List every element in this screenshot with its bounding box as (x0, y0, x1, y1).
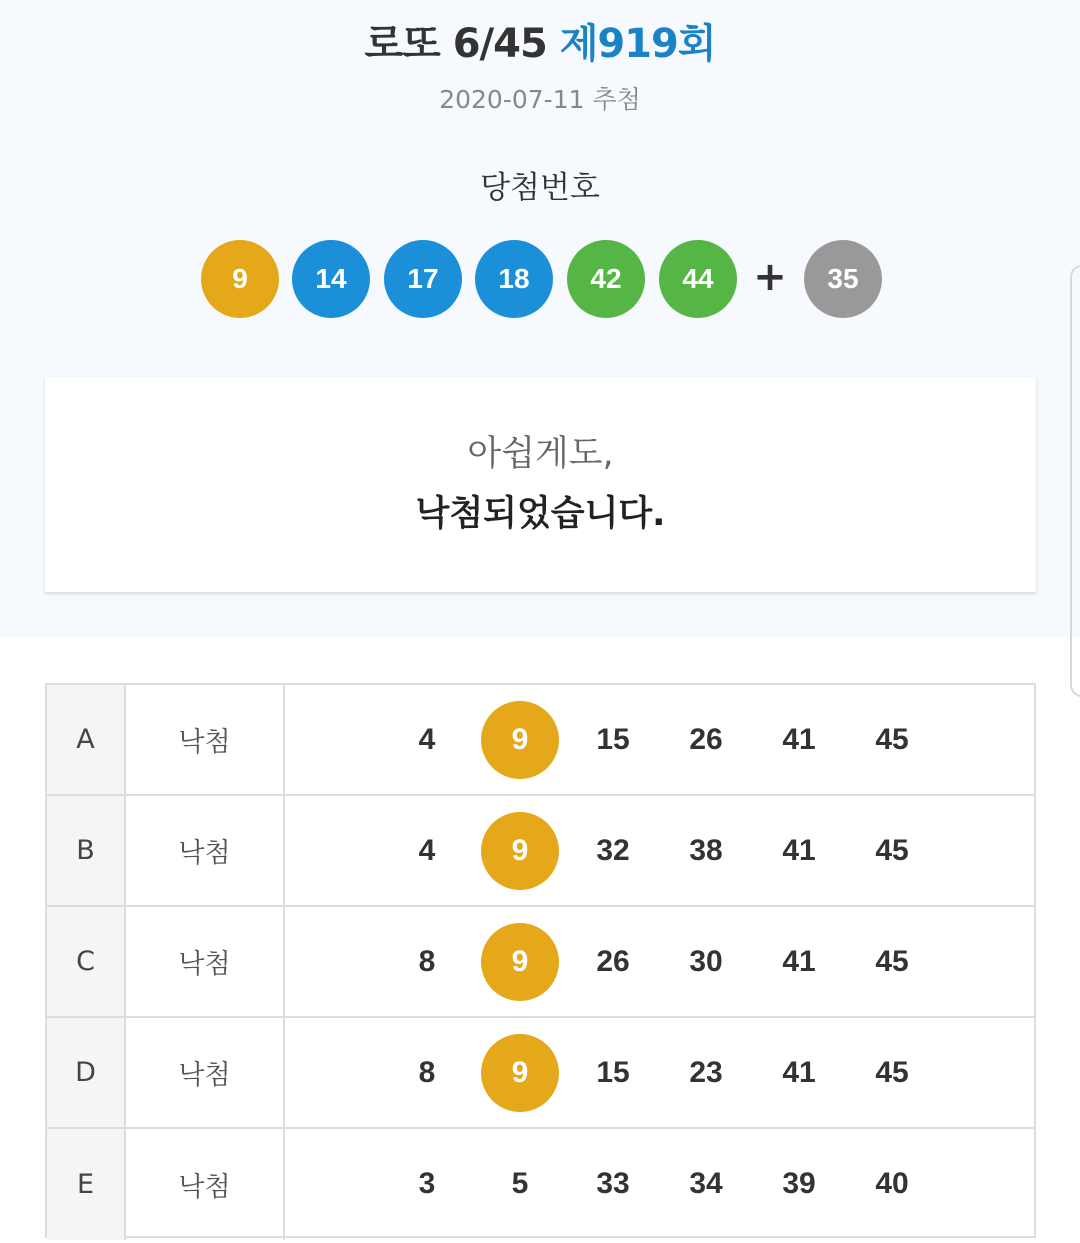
ticket-number: 4 (418, 723, 436, 756)
ticket-number: 45 (875, 834, 909, 867)
ticket-status: 낙첨 (126, 685, 285, 794)
ticket-number: 41 (782, 723, 816, 756)
ticket-number: 8 (418, 1056, 436, 1089)
ticket-number: 26 (689, 723, 723, 756)
winning-ball-1: 9 (201, 240, 279, 318)
ticket-number: 41 (782, 1056, 816, 1089)
ticket-number: 40 (875, 1167, 909, 1200)
ticket-number: 45 (875, 723, 909, 756)
game-name: 로또 6/45 (364, 21, 547, 67)
ticket-label: C (47, 907, 126, 1016)
ticket-number: 39 (782, 1167, 816, 1200)
ticket-row-e (47, 1129, 1034, 1240)
ticket-number: 41 (782, 834, 816, 867)
ticket-number: 8 (418, 945, 436, 978)
ticket-number: 45 (875, 1056, 909, 1089)
ticket-label: B (47, 796, 126, 905)
bonus-ball: 35 (804, 240, 882, 318)
ticket-number: 3 (418, 1167, 436, 1200)
ticket-number: 33 (596, 1167, 630, 1200)
ticket-number: 45 (875, 945, 909, 978)
round-number: 제919회 (559, 21, 716, 67)
ticket-number: 15 (596, 723, 630, 756)
scroll-handle[interactable] (1070, 265, 1080, 697)
ticket-row-d (47, 1018, 1034, 1129)
winning-ball-2: 14 (292, 240, 370, 318)
ticket-number: 30 (689, 945, 723, 978)
ticket-number: 15 (596, 1056, 630, 1089)
ticket-number: 26 (596, 945, 630, 978)
winning-ball-4: 18 (475, 240, 553, 318)
winning-numbers-label: 당첨번호 (480, 170, 600, 206)
ticket-number: 23 (689, 1056, 723, 1089)
winning-ball-5: 42 (567, 240, 645, 318)
result-message-sub: 아쉽게도, (467, 434, 614, 474)
ticket-number: 5 (511, 1167, 529, 1200)
ticket-number: 4 (418, 834, 436, 867)
result-message-main: 낙첨되었습니다. (415, 494, 666, 534)
ticket-number-matched: 9 (481, 1034, 559, 1112)
ticket-status: 낙첨 (126, 796, 285, 905)
ticket-number-matched: 9 (481, 923, 559, 1001)
ticket-status: 낙첨 (126, 907, 285, 1016)
winning-ball-3: 17 (384, 240, 462, 318)
ticket-row-c (47, 907, 1034, 1018)
ticket-status: 낙첨 (126, 1129, 285, 1240)
ticket-table (45, 683, 1036, 1238)
draw-date: 2020-07-11 추첨 (439, 85, 641, 114)
ticket-label: E (47, 1129, 126, 1240)
page-title (0, 14, 1080, 74)
winning-ball-6: 44 (659, 240, 737, 318)
ticket-number: 32 (596, 834, 630, 867)
ticket-number-matched: 9 (481, 812, 559, 890)
ticket-number: 34 (689, 1167, 723, 1200)
ticket-row-b (47, 796, 1034, 907)
result-card (45, 377, 1036, 592)
ticket-row-a (47, 685, 1034, 796)
ticket-label: D (47, 1018, 126, 1127)
ticket-number: 38 (689, 834, 723, 867)
ticket-number: 41 (782, 945, 816, 978)
ticket-number-matched: 9 (481, 701, 559, 779)
ticket-label: A (47, 685, 126, 794)
plus-icon: + (753, 254, 787, 300)
ticket-status: 낙첨 (126, 1018, 285, 1127)
